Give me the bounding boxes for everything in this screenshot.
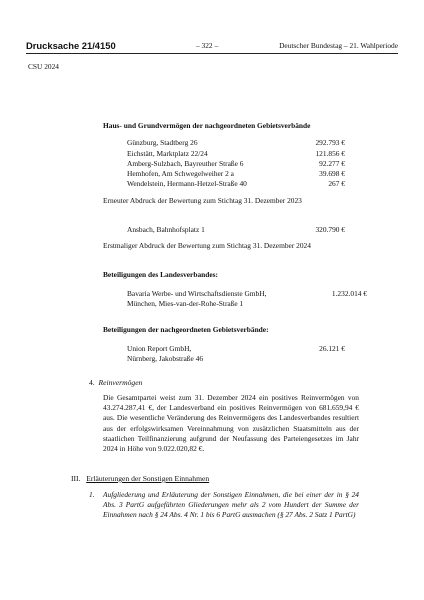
property-label: Amberg-Sulzbach, Bayreuther Straße 6	[127, 159, 244, 168]
property-row	[127, 149, 345, 159]
holding-name: Bavaria Werbe- und Wirtschaftsdienste GmbH,	[127, 289, 267, 298]
section-title: Erläuterungen der Sonstigen Einnahmen	[86, 474, 210, 483]
property-label: Wendelstein, Hermann-Hetzel-Straße 40	[127, 179, 247, 188]
property-row	[127, 138, 345, 148]
haus-grund-heading: Haus- und Grundvermögen der nachgeordneten Gebietsverbände	[103, 121, 311, 130]
property-amount: 292.793 €	[315, 138, 345, 147]
page-header	[26, 40, 398, 52]
valuation-note-first: Erstmaliger Abdruck der Bewertung zum Stichtag 31. Dezember 2024	[103, 241, 311, 250]
doc-label: Drucksache 21/	[26, 40, 95, 51]
holding-address: München, Mies-van-der-Rohe-Straße 1	[127, 299, 244, 308]
valuation-note-repeat: Erneuter Abdruck der Bewertung zum Stichtag 31. Dezember 2023	[103, 196, 302, 205]
property-label: Hemhofen, Am Schwegelweiher 2 a	[127, 169, 234, 178]
holding-row	[127, 289, 367, 299]
property-amount: 121.856 €	[315, 149, 345, 158]
document-number	[26, 40, 116, 51]
item-text: Aufgliederung und Erläuterung der Sonstigen Einnahmen, die bei einer der in § 24 Abs. 3 PartG aufgeführten Gliederungen mehr als 2 vom Hundert der Summe der Einnahmen nach § 24 Abs. 4 Nr. 1 bis 6 PartG ausmachen (§ 27 Abs. 2 Satz 1 PartG)	[103, 490, 359, 520]
holding-row	[127, 344, 345, 354]
holding-address: Nürnberg, Jakobstraße 46	[127, 354, 204, 363]
holding-amount: 1.232.014 €	[331, 289, 367, 298]
property-amount: 267 €	[328, 179, 345, 188]
section-iii-heading	[71, 474, 209, 483]
property-amount: 92.277 €	[319, 159, 345, 168]
section-title: Reinvermögen	[98, 378, 143, 387]
reinvermoegen-paragraph: Die Gesamtpartei weist zum 31. Dezember 2024 ein positives Reinvermögen von 43.274.287,41 €, der Landesverband ein positives Reinvermögen von 681.659,94 € aus. Die wesentliche Veränderung des Reinvermögens des Landesverbandes resultiert aus der erfolgswirksamen Vereinnahmung von zusätzlichen Staatsmitteln aus der staatlichen Teilfinanzierung aufgrund der Neufassung des Parteiengesetzes im Jahr 2024 in Höhe von 9.022.020,82 €.	[103, 393, 359, 454]
party-year: CSU 2024	[28, 62, 60, 71]
reinvermoegen-heading	[89, 378, 142, 387]
property-row	[127, 179, 345, 189]
property-label: Ansbach, Bahnhofsplatz 1	[127, 225, 205, 234]
holding-amount: 26.121 €	[319, 344, 345, 353]
list-item	[89, 490, 359, 521]
header-rule	[26, 53, 398, 54]
property-amount: 39.698 €	[319, 169, 345, 178]
holding-address-row	[127, 354, 345, 364]
property-amount: 320.790 €	[315, 225, 345, 234]
doc-number: 4150	[94, 40, 116, 51]
beteiligungen-lv-heading: Beteiligungen des Landesverbandes:	[103, 270, 218, 279]
property-label: Eichstätt, Marktplatz 22/24	[127, 149, 208, 158]
holding-name: Union Report GmbH,	[127, 344, 192, 353]
publisher: Deutscher Bundestag – 21. Wahlperiode	[279, 41, 398, 50]
section-number: 4.	[89, 378, 95, 387]
beteiligungen-ng-heading: Beteiligungen der nachgeordneten Gebietsverbände:	[103, 325, 269, 334]
property-row	[127, 225, 345, 235]
property-row	[127, 169, 345, 179]
property-row	[127, 159, 345, 169]
holding-address-row	[127, 299, 367, 309]
section-number: III.	[71, 474, 81, 483]
property-label: Günzburg, Stadtberg 26	[127, 138, 198, 147]
page-number: – 322 –	[196, 41, 219, 50]
item-number: 1.	[89, 490, 95, 499]
